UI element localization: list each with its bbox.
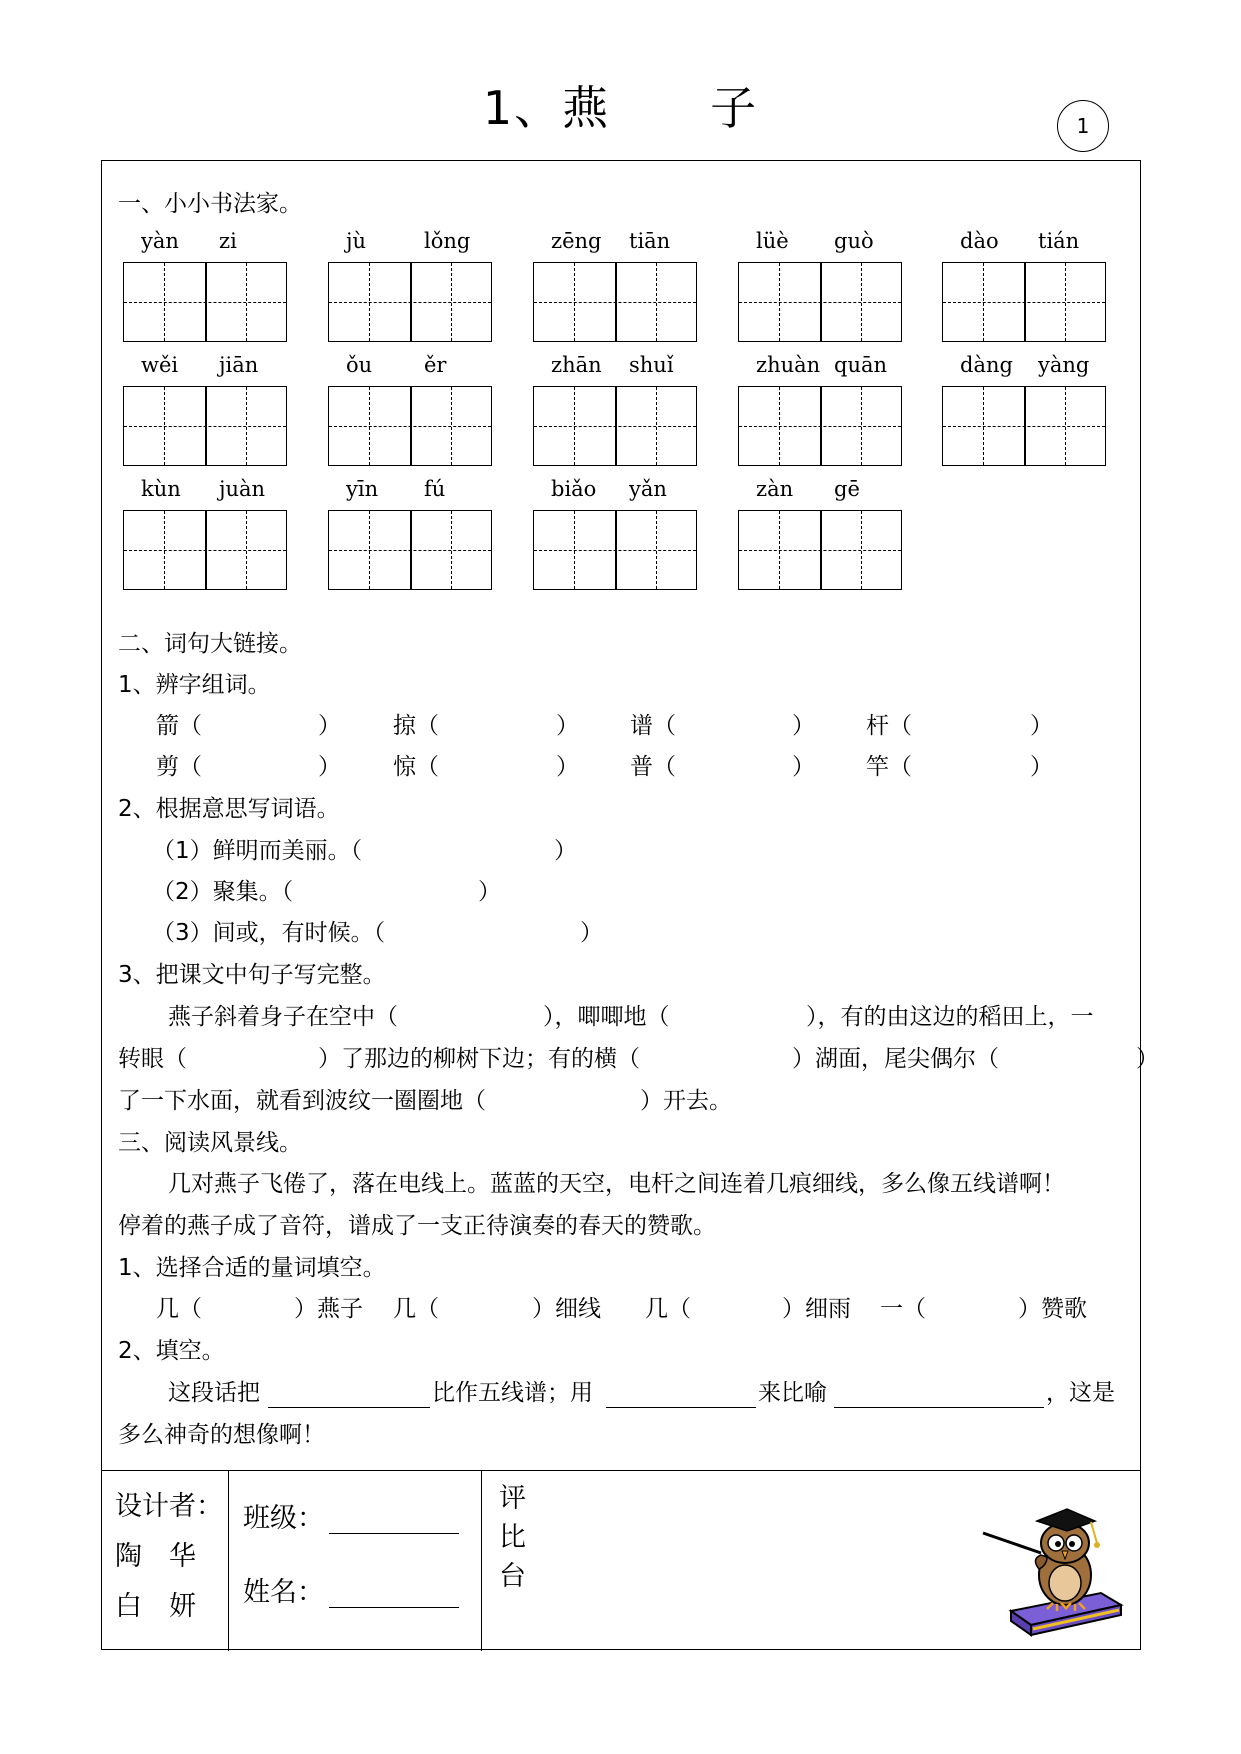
owl-teacher-on-book-icon xyxy=(981,1493,1131,1643)
pinyin-label: wěi xyxy=(141,353,179,377)
pinyin-label: juàn xyxy=(219,477,266,501)
pinyin-label: guò xyxy=(834,229,874,253)
tianzige-writing-grid[interactable] xyxy=(328,262,492,342)
fill-text-line2: 多么神奇的想像啊！ xyxy=(118,1422,325,1448)
designer-name-2: 白 妍 xyxy=(115,1591,196,1622)
grid-guide xyxy=(943,302,1105,303)
q3-label: 3、把课文中句子写完整。 xyxy=(118,962,386,988)
word-6-close: ） xyxy=(556,754,579,780)
measure-1: 几（ xyxy=(156,1296,202,1322)
tianzige-writing-grid[interactable] xyxy=(942,262,1106,342)
grid-guide xyxy=(656,511,657,589)
reading-para1: 几对燕子飞倦了，落在电线上。蓝蓝的天空，电杆之间连着几痕细线，多么像五线谱啊！ xyxy=(168,1171,1065,1197)
q2-label: 2、根据意思写词语。 xyxy=(118,796,340,822)
grid-guide xyxy=(451,387,452,465)
tianzige-writing-grid[interactable] xyxy=(123,386,287,466)
grid-guide xyxy=(124,302,286,303)
tianzige-writing-grid[interactable] xyxy=(533,262,697,342)
q3-line2-b: ）了那边的柳树下边；有的横（ xyxy=(318,1046,640,1072)
section3-heading: 三、阅读风景线。 xyxy=(118,1130,302,1156)
pinyin-label: tiān xyxy=(629,229,671,253)
tianzige-writing-grid[interactable] xyxy=(533,510,697,590)
measure-4: 一（ xyxy=(880,1296,926,1322)
word-5: 剪（ xyxy=(156,754,202,780)
section2-heading: 二、词句大链接。 xyxy=(118,631,302,657)
q1-label: 1、辨字组词。 xyxy=(118,672,271,698)
fill-text-d: ，这是 xyxy=(1046,1380,1115,1406)
grid-guide xyxy=(739,550,901,551)
word-4-close: ） xyxy=(1030,713,1053,739)
measure-word-label: 1、选择合适的量词填空。 xyxy=(118,1255,386,1281)
grid-guide xyxy=(779,511,780,589)
section1-heading: 一、小小书法家。 xyxy=(118,191,302,217)
pinyin-label: biǎo xyxy=(551,477,597,501)
class-label: 班级： xyxy=(243,1503,324,1534)
pinyin-label: fú xyxy=(424,477,446,501)
grid-guide xyxy=(739,302,901,303)
grid-guide xyxy=(164,387,165,465)
designer-name-1: 陶 华 xyxy=(115,1541,196,1572)
grid-guide xyxy=(124,426,286,427)
fill-blank-3[interactable] xyxy=(834,1407,1044,1408)
pinyin-label: yǎn xyxy=(629,477,667,501)
pinyin-label: dào xyxy=(960,229,999,253)
word-3-close: ） xyxy=(792,713,815,739)
q3-line1-c: ），有的由这边的稻田上，一 xyxy=(806,1004,1094,1030)
pinyin-label: zēng xyxy=(551,229,602,253)
pinyin-label: dàng xyxy=(960,353,1013,377)
pinyin-label: jiān xyxy=(219,353,259,377)
tianzige-writing-grid[interactable] xyxy=(738,510,902,590)
word-8: 竿（ xyxy=(866,754,912,780)
grid-guide xyxy=(369,263,370,341)
grid-guide xyxy=(369,511,370,589)
grid-guide xyxy=(574,387,575,465)
grid-guide xyxy=(369,387,370,465)
grid-guide xyxy=(451,263,452,341)
pinyin-label: yàn xyxy=(141,229,179,253)
review-char-2: 比 xyxy=(499,1522,526,1553)
tianzige-writing-grid[interactable] xyxy=(738,386,902,466)
tianzige-writing-grid[interactable] xyxy=(738,262,902,342)
pinyin-label: lüè xyxy=(756,229,789,253)
tianzige-writing-grid[interactable] xyxy=(533,386,697,466)
pinyin-label: yīn xyxy=(346,477,379,501)
grid-guide xyxy=(124,550,286,551)
name-input-line[interactable] xyxy=(329,1607,459,1608)
meaning-1-close: ） xyxy=(554,838,577,864)
q3-line3-a: 了一下水面，就看到波纹一圈圈地（ xyxy=(118,1088,486,1114)
q3-line2-d: ） xyxy=(1136,1046,1159,1072)
word-7-close: ） xyxy=(792,754,815,780)
measure-4-word: ）赞歌 xyxy=(1018,1296,1087,1322)
pinyin-label: shuǐ xyxy=(629,353,674,377)
tianzige-writing-grid[interactable] xyxy=(328,510,492,590)
review-char-3: 台 xyxy=(499,1561,526,1592)
measure-3-word: ）细雨 xyxy=(782,1296,851,1322)
fill-text-b: 比作五线谱；用 xyxy=(432,1380,593,1406)
pinyin-label: zhān xyxy=(551,353,602,377)
meaning-2-close: ） xyxy=(478,879,501,905)
word-8-close: ） xyxy=(1030,754,1053,780)
grid-guide xyxy=(574,511,575,589)
fill-blank-1[interactable] xyxy=(268,1407,430,1408)
word-4: 杆（ xyxy=(866,713,912,739)
word-3: 谱（ xyxy=(630,713,676,739)
class-input-line[interactable] xyxy=(329,1533,459,1534)
grid-guide xyxy=(656,263,657,341)
grid-guide xyxy=(656,387,657,465)
pinyin-label: zhuàn xyxy=(756,353,821,377)
word-7: 普（ xyxy=(630,754,676,780)
pinyin-label: lǒng xyxy=(424,229,471,253)
grid-guide xyxy=(329,426,491,427)
pinyin-label: kùn xyxy=(141,477,181,501)
meaning-1: （1）鲜明而美丽。（ xyxy=(152,838,363,864)
pinyin-label: quān xyxy=(834,353,888,377)
grid-guide xyxy=(164,263,165,341)
word-2-close: ） xyxy=(556,713,579,739)
meaning-2: （2）聚集。（ xyxy=(152,879,294,905)
meaning-3: （3）间或，有时候。（ xyxy=(152,920,386,946)
tianzige-writing-grid[interactable] xyxy=(123,510,287,590)
pinyin-label: zàn xyxy=(756,477,794,501)
grid-guide xyxy=(164,511,165,589)
grid-guide xyxy=(534,426,696,427)
word-5-close: ） xyxy=(318,754,341,780)
fill-label: 2、填空。 xyxy=(118,1338,225,1364)
grid-guide xyxy=(861,387,862,465)
grid-guide xyxy=(329,302,491,303)
review-char-1: 评 xyxy=(499,1483,526,1514)
grid-guide xyxy=(739,426,901,427)
footer-divider-1 xyxy=(228,1471,229,1651)
grid-guide xyxy=(534,302,696,303)
pinyin-label: ǒu xyxy=(346,353,373,377)
name-label: 姓名： xyxy=(243,1577,324,1608)
grid-guide xyxy=(779,263,780,341)
grid-guide xyxy=(246,511,247,589)
pinyin-label: tián xyxy=(1038,229,1080,253)
q3-line2-a: 转眼（ xyxy=(118,1046,187,1072)
word-1-close: ） xyxy=(318,713,341,739)
pinyin-label: yàng xyxy=(1038,353,1090,377)
designer-label: 设计者： xyxy=(115,1491,223,1522)
grid-guide xyxy=(779,387,780,465)
word-6: 惊（ xyxy=(393,754,439,780)
grid-guide xyxy=(574,263,575,341)
page-title xyxy=(0,72,1241,138)
measure-2-word: ）细线 xyxy=(532,1296,601,1322)
grid-guide xyxy=(861,263,862,341)
reading-para2: 停着的燕子成了音符，谱成了一支正待演奏的春天的赞歌。 xyxy=(118,1213,716,1239)
pinyin-label: ěr xyxy=(424,353,447,377)
tianzige-writing-grid[interactable] xyxy=(123,262,287,342)
pinyin-label: jù xyxy=(346,229,367,253)
fill-text-a: 这段话把 xyxy=(168,1380,260,1406)
grid-guide xyxy=(861,511,862,589)
tianzige-writing-grid[interactable] xyxy=(942,386,1106,466)
word-2: 掠（ xyxy=(393,713,439,739)
footer-panel xyxy=(101,1470,1141,1651)
grid-guide xyxy=(534,550,696,551)
grid-guide xyxy=(983,387,984,465)
title-part1: 1、燕 xyxy=(482,81,611,135)
q3-line1-a: 燕子斜着身子在空中（ xyxy=(168,1004,398,1030)
grid-guide xyxy=(329,550,491,551)
grid-guide xyxy=(246,387,247,465)
q3-line2-c: ）湖面，尾尖偶尔（ xyxy=(792,1046,999,1072)
title-part2: 子 xyxy=(710,81,759,135)
measure-3: 几（ xyxy=(645,1296,691,1322)
measure-2: 几（ xyxy=(393,1296,439,1322)
pinyin-label: zi xyxy=(219,229,237,253)
grid-guide xyxy=(451,511,452,589)
word-1: 箭（ xyxy=(156,713,202,739)
grid-guide xyxy=(983,263,984,341)
footer-divider-2 xyxy=(481,1471,482,1651)
pinyin-label: gē xyxy=(834,477,860,501)
grid-guide xyxy=(246,263,247,341)
meaning-3-close: ） xyxy=(580,920,603,946)
q3-line3-b: ）开去。 xyxy=(640,1088,732,1114)
fill-text-c: 来比喻 xyxy=(758,1380,827,1406)
q3-line1-b: ），唧唧地（ xyxy=(543,1004,670,1030)
tianzige-writing-grid[interactable] xyxy=(328,386,492,466)
grid-guide xyxy=(943,426,1105,427)
page-number-badge: 1 xyxy=(1057,100,1109,152)
measure-1-word: ）燕子 xyxy=(294,1296,363,1322)
grid-guide xyxy=(1065,263,1066,341)
fill-blank-2[interactable] xyxy=(606,1407,756,1408)
grid-guide xyxy=(1065,387,1066,465)
